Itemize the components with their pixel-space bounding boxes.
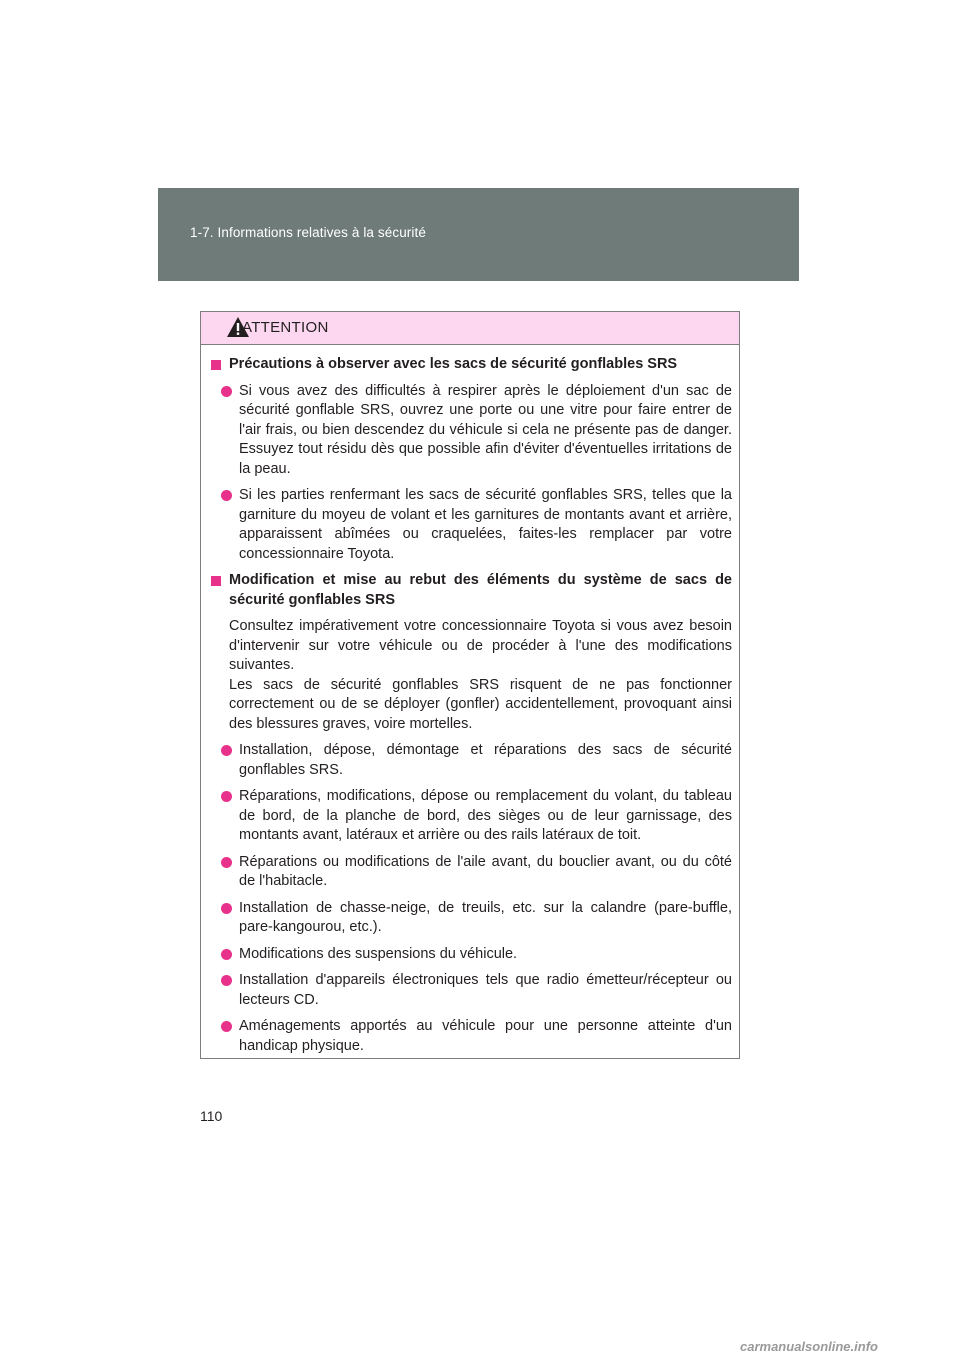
paragraph-text: Les sacs de sécurité gonflables SRS risquent de ne pas fonctionner correctement ou de se déployer (gonfler) accidentellement, provoquant ainsi des blessures graves, voire mortelles. <box>229 676 732 732</box>
list-item <box>211 971 732 1010</box>
list-item <box>211 741 732 780</box>
circle-bullet-icon <box>221 857 232 868</box>
attention-header <box>201 312 739 345</box>
watermark: carmanualsonline.info <box>740 1339 878 1354</box>
square-bullet-icon <box>211 576 221 586</box>
list-item <box>211 382 732 480</box>
circle-bullet-icon <box>221 791 232 802</box>
list-item <box>211 1017 732 1056</box>
circle-bullet-icon <box>221 903 232 914</box>
list-item <box>211 945 732 965</box>
list-item-text: Si les parties renfermant les sacs de sécurité gonflables SRS, telles que la garniture du moyeu de volant et les garnitures de montants avant et arrière, apparaissent abîmées ou craquelées, faites-les remplacer par votre concessionnaire Toyota. <box>239 487 732 562</box>
square-bullet-icon <box>211 360 221 370</box>
section-heading <box>211 571 732 610</box>
list-item <box>211 787 732 846</box>
heading-text: Modification et mise au rebut des éléments du système de sacs de sécurité gonflables SRS <box>229 572 732 608</box>
list-item <box>211 899 732 938</box>
paragraph <box>211 617 732 734</box>
circle-bullet-icon <box>221 1021 232 1032</box>
paragraph-text: Consultez impérativement votre concessionnaire Toyota si vous avez besoin d'intervenir sur votre véhicule ou de procéder à l'une des modifications suivantes. <box>229 618 732 673</box>
list-item-text: Réparations, modifications, dépose ou remplacement du volant, du tableau de bord, de la planche de bord, des sièges ou de leur garnissage, des montants avant, latéraux et arrière ou des rails latéraux de toit. <box>239 788 732 843</box>
section-heading <box>211 355 732 375</box>
list-item-text: Réparations ou modifications de l'aile avant, du bouclier avant, ou du côté de l'habitacle. <box>239 853 732 889</box>
circle-bullet-icon <box>221 490 232 501</box>
attention-label: ATTENTION <box>242 319 329 336</box>
section-title: 1-7. Informations relatives à la sécurité <box>190 225 426 240</box>
list-item-text: Si vous avez des difficultés à respirer après le déploiement d'un sac de sécurité gonflable SRS, ouvrez une porte ou une vitre pour faire entrer de l'air frais, ou bien descendez du véhicule si cela ne présente pas de danger. Essuyez tout résidu dès que possible afin d'éviter d'éventuelles irritations de la peau. <box>239 382 732 477</box>
list-item-text: Aménagements apportés au véhicule pour une personne atteinte d'un handicap physique. <box>239 1018 732 1054</box>
circle-bullet-icon <box>221 975 232 986</box>
header-band <box>158 188 799 281</box>
list-item-text: Installation, dépose, démontage et réparations des sacs de sécurité gonflables SRS. <box>239 742 732 778</box>
heading-text: Précautions à observer avec les sacs de sécurité gonflables SRS <box>229 356 678 372</box>
circle-bullet-icon <box>221 949 232 960</box>
circle-bullet-icon <box>221 386 232 397</box>
list-item <box>211 853 732 892</box>
list-item-text: Installation d'appareils électroniques tels que radio émetteur/récepteur ou lecteurs CD. <box>239 972 732 1008</box>
circle-bullet-icon <box>221 745 232 756</box>
attention-content <box>201 345 739 1056</box>
list-item <box>211 486 732 564</box>
list-item-text: Installation de chasse-neige, de treuils, etc. sur la calandre (pare-buffle, pare-kangourou, etc.). <box>239 899 732 935</box>
list-item-text: Modifications des suspensions du véhicule. <box>239 945 518 962</box>
attention-box <box>200 311 740 1059</box>
page-number: 110 <box>200 1108 223 1124</box>
